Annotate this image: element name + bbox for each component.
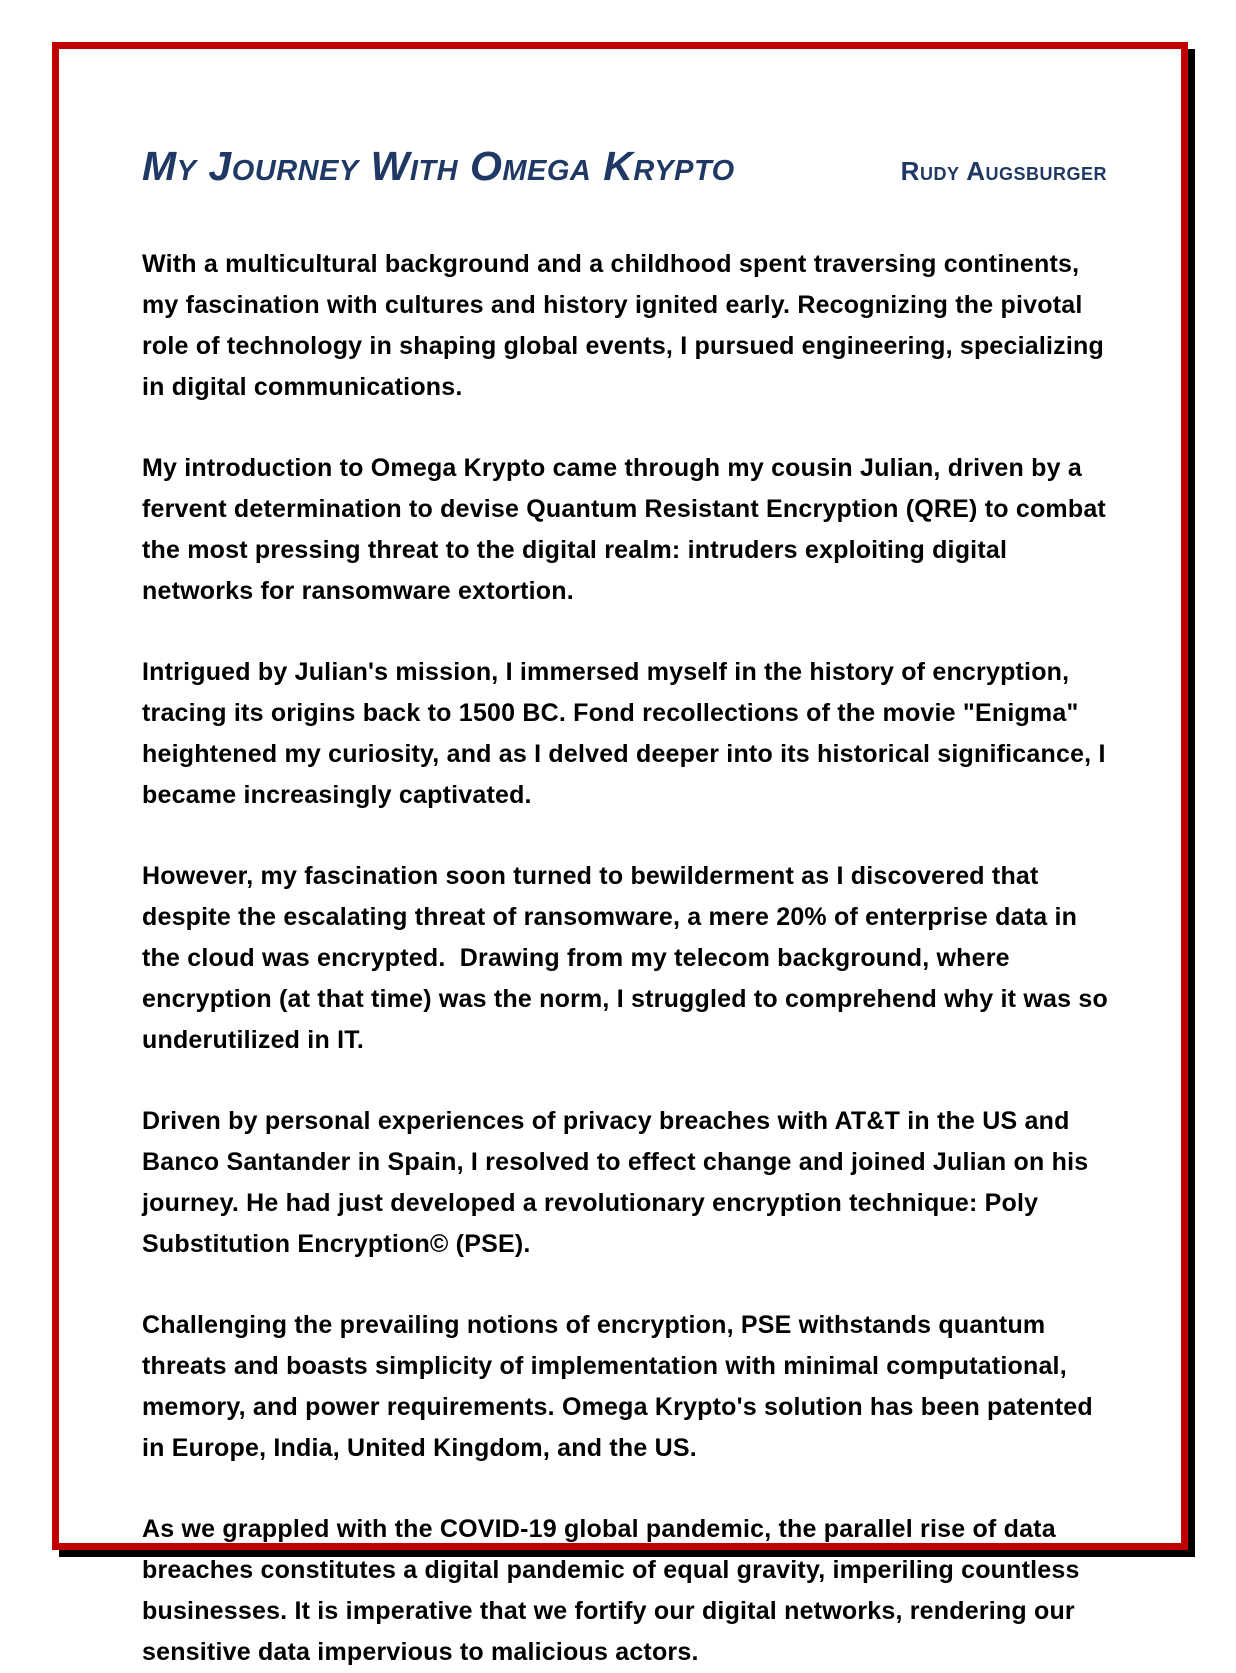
- author-byline: Rudy Augsburger: [900, 156, 1107, 186]
- body-paragraph: With a multicultural background and a childhood spent traversing continents, my fascination with cultures and history ignited early. Recognizing the pivotal role of technology in shaping global events, I pursued engineering, specializing in digital communications.: [142, 250, 1112, 401]
- page-title: My Journey With Omega Krypto: [142, 143, 735, 189]
- document-body: [142, 244, 1116, 1673]
- body-paragraph: Driven by personal experiences of privacy breaches with AT&T in the US and Banco Santander in Spain, I resolved to effect change and joined Julian on his journey. He had just developed a revolutionary encryption technique: Poly Substitution Encryption© (PSE).: [142, 1107, 1096, 1258]
- body-paragraph: Challenging the prevailing notions of encryption, PSE withstands quantum threats and boasts simplicity of implementation with minimal computational, memory, and power requirements. Omega Krypto's solution has been patented in Europe, India, United Kingdom, and the US.: [142, 1311, 1100, 1462]
- document-header: [142, 143, 1107, 190]
- body-paragraph: My introduction to Omega Krypto came through my cousin Julian, driven by a fervent determination to devise Quantum Resistant Encryption (QRE) to combat the most pressing threat to the digital realm: intruders exploiting digital networks for ransomware extortion.: [142, 454, 1114, 605]
- body-paragraph: However, my fascination soon turned to bewilderment as I discovered that despite the escalating threat of ransomware, a mere 20% of enterprise data in the cloud was encrypted. Drawing from my telecom background, where encryption (at that time) was the norm, I struggled to comprehend why it was so underutilized in IT.: [142, 862, 1116, 1054]
- document-content: [59, 49, 1181, 1673]
- body-paragraph: As we grappled with the COVID-19 global pandemic, the parallel rise of data breaches constitutes a digital pandemic of equal gravity, imperiling countless businesses. It is imperative that we fortify our digital networks, rendering our sensitive data impervious to malicious actors.: [142, 1515, 1087, 1666]
- page-border-frame: [52, 42, 1188, 1666]
- body-paragraph: Intrigued by Julian's mission, I immersed myself in the history of encryption, tracing its origins back to 1500 BC. Fond recollections of the movie "Enigma" heightened my curiosity, and as I delved deeper into its historical significance, I became increasingly captivated.: [142, 658, 1113, 809]
